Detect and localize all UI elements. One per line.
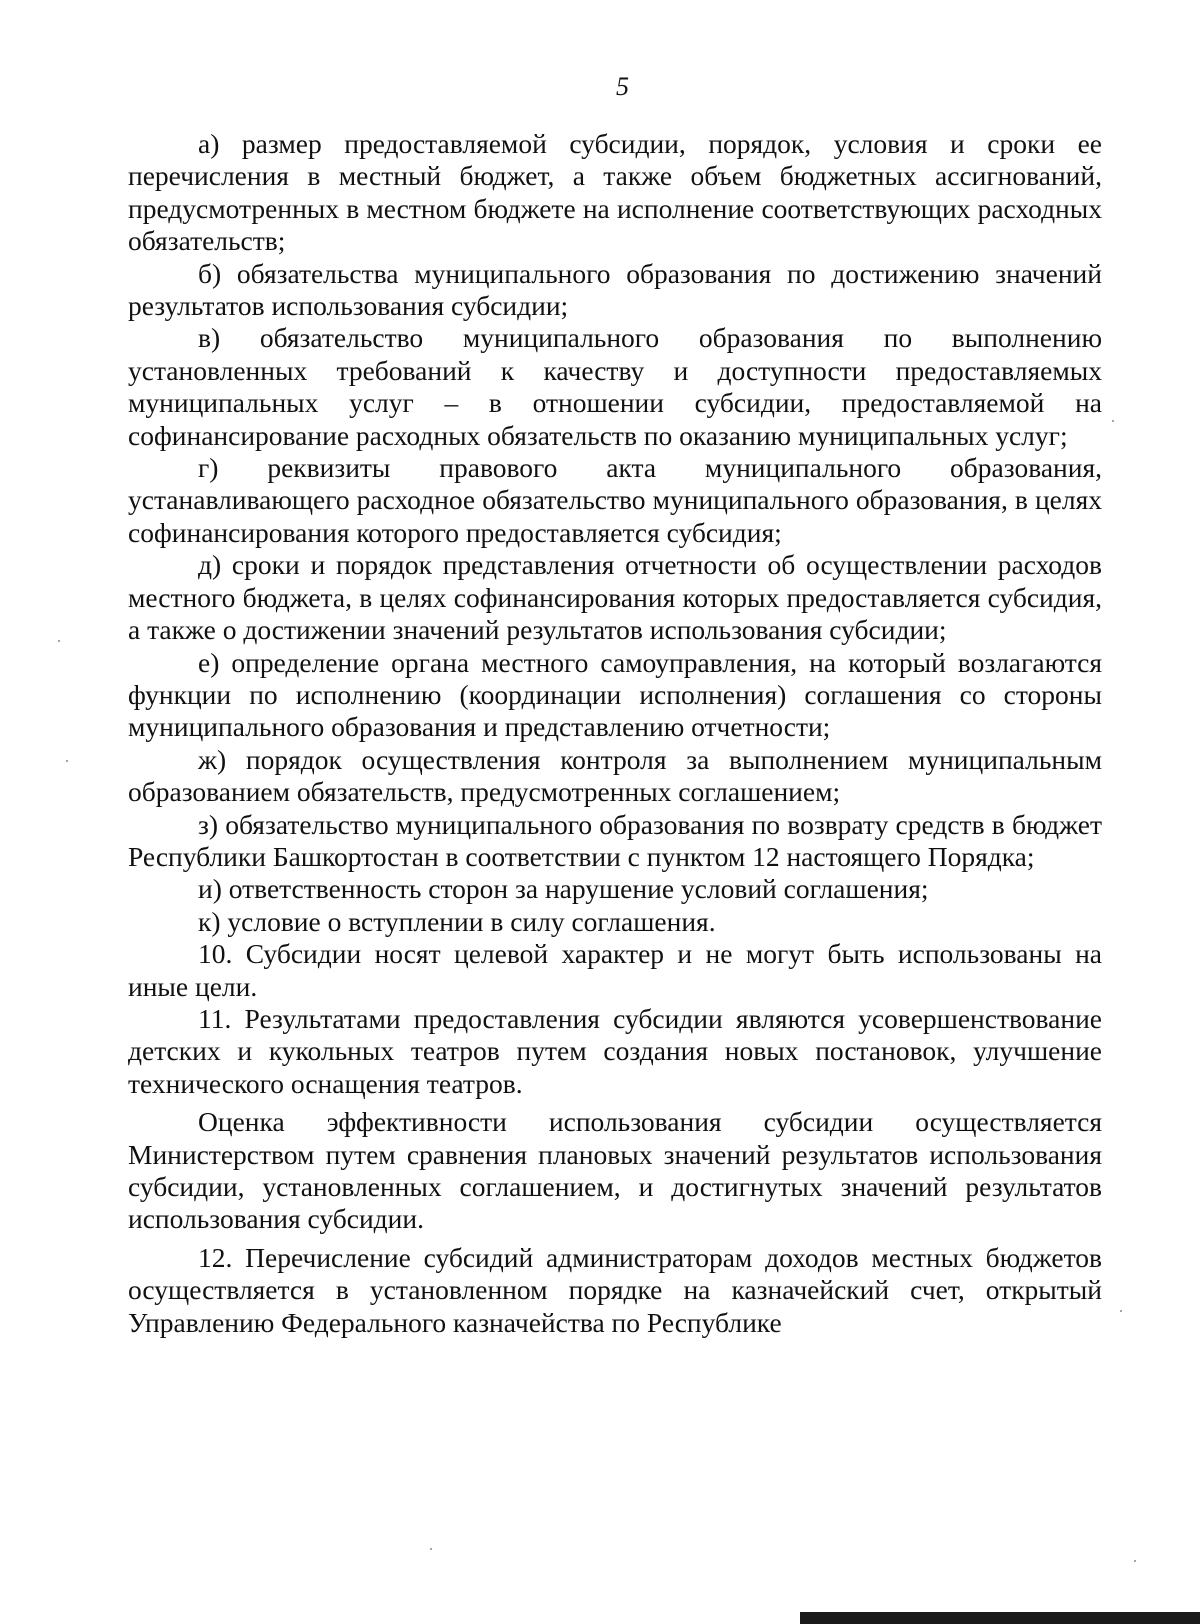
scan-noise-dot [1112, 420, 1114, 422]
scan-noise-dot [58, 640, 60, 642]
scan-noise-dot [430, 1548, 432, 1550]
document-body [128, 128, 1102, 1339]
paragraph-item-v: в) обязательство муниципального образования по выполнению установленных требований к качеству и доступности предоставляемых муниципальных услуг – в отношении субсидии, предоставляемой на софинансирование расходных обязательств по оказанию муниципальных услуг; [128, 322, 1102, 451]
paragraph-item-z: з) обязательство муниципального образования по возврату средств в бюджет Республики Башкортостан в соответствии с пунктом 12 настоящего Порядка; [128, 808, 1102, 872]
paragraph-item-zh: ж) порядок осуществления контроля за выполнением муниципальным образованием обязательств, предусмотренных соглашением; [128, 743, 1102, 808]
paragraph-11: 11. Результатами предоставления субсидии являются усовершенствование детских и кукольных театров путем создания новых постановок, улучшение технического оснащения театров. [128, 1002, 1102, 1099]
page-number: 5 [616, 72, 629, 101]
paragraph-item-i: и) ответственность сторон за нарушение условий соглашения; [198, 873, 929, 905]
paragraph-item-d: д) сроки и порядок представления отчетности об осуществлении расходов местного бюджета, в целях софинансирования которых предоставляется субсидия, а также о достижении значений результатов использования субсидии; [128, 549, 1102, 646]
scan-noise-dot [66, 760, 68, 762]
paragraph-item-k: к) условие о вступлении в силу соглашения. [198, 905, 716, 937]
paragraph-item-b: б) обязательства муниципального образования по достижению значений результатов использования субсидии; [128, 257, 1102, 322]
paragraph-item-g: г) реквизиты правового акта муниципального образования, устанавливающего расходное обязательство муниципального образования, в целях софинансирования которого предоставляется субсидия; [128, 452, 1102, 548]
scan-noise-dot [1120, 1310, 1122, 1312]
paragraph-item-a: а) размер предоставляемой субсидии, порядок, условия и сроки ее перечисления в местный бюджет, а также объем бюджетных ассигнований, предусмотренных в местном бюджете на исполнение соответствующих расходных обязательств; [128, 128, 1102, 257]
paragraph-evaluation: Оценка эффективности использования субсидии осуществляется Министерством путем сравнения плановых значений результатов использования субсидии, установленных соглашением, и достигнутых значений результатов использования субсидии. [128, 1106, 1102, 1235]
paragraph-item-e: е) определение органа местного самоуправления, на который возлагаются функции по исполнению (координации исполнения) соглашения со стороны муниципального образования и представлению отчетности; [128, 646, 1102, 743]
paragraph-12: 12. Перечисление субсидий администраторам доходов местных бюджетов осуществляется в установленном порядке на казначейский счет, открытый Управлению Федерального казначейства по Республике [128, 1241, 1102, 1338]
scan-edge-shadow [800, 1612, 1200, 1624]
scan-noise-dot [1134, 1560, 1136, 1562]
paragraph-10: 10. Субсидии носят целевой характер и не могут быть использованы на иные цели. [128, 938, 1102, 1002]
